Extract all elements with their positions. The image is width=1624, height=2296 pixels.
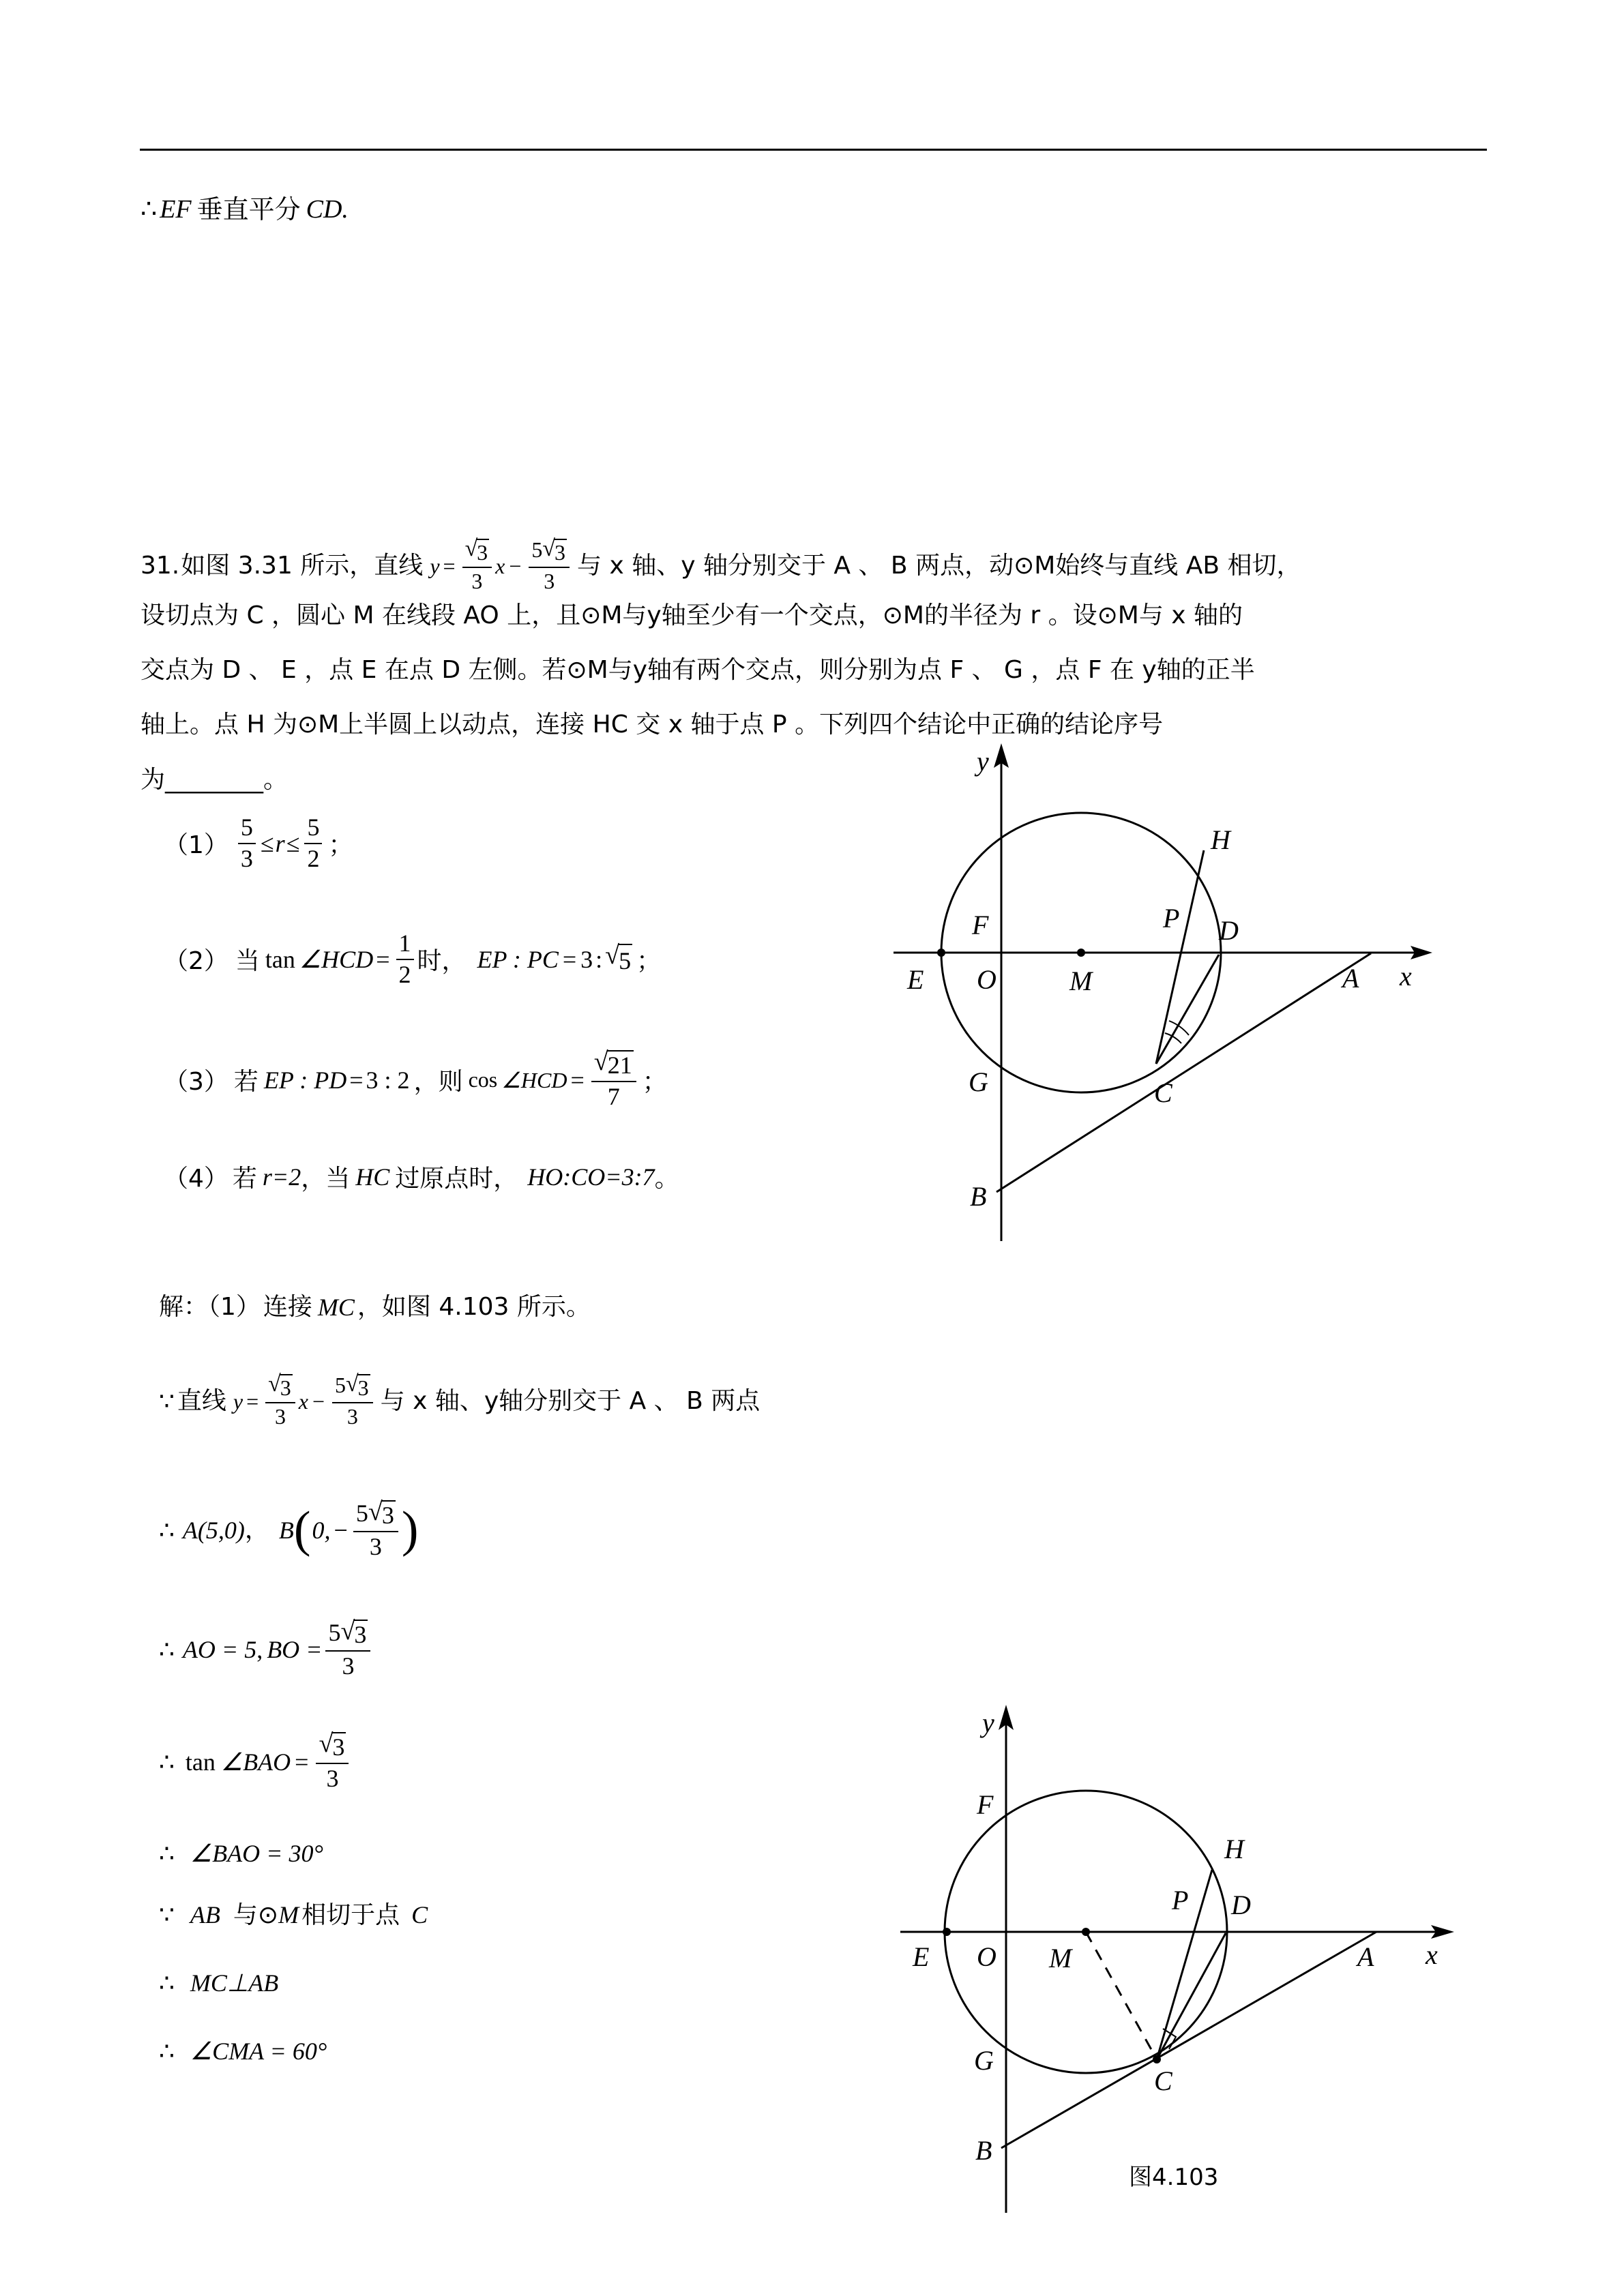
header-divider — [140, 149, 1487, 151]
solution-line-4 — [159, 1729, 352, 1792]
conclusion-3-cn-if: 若 — [233, 1068, 259, 1097]
conclusion-3-end: ； — [642, 1068, 667, 1097]
label-G: G — [974, 2045, 994, 2076]
problem-line-1 — [141, 536, 1301, 593]
equals-sign: = — [295, 1748, 309, 1776]
solution-connect-text: 连接 — [263, 1292, 312, 1321]
therefore-symbol: ∴ — [159, 1635, 175, 1663]
tangent-text-1: 与⊙ — [233, 1901, 279, 1929]
fraction-num: 5 — [307, 814, 320, 841]
conclusion-4-cn-if: 若 — [232, 1165, 257, 1193]
label-E: E — [913, 1941, 930, 1972]
mc-perp-ab: MC⊥AB — [190, 1969, 279, 1997]
problem-line-5-end: 。 — [263, 766, 289, 794]
figure-4-103-svg — [887, 1674, 1460, 2233]
conclusion-4-index: （4） — [164, 1165, 228, 1193]
conclusion-3-cn-then: ，则 — [413, 1068, 463, 1097]
solution-line-2 — [159, 1497, 419, 1560]
segment-mc-dashed — [1086, 1932, 1157, 2059]
label-M: M — [1069, 966, 1093, 996]
circle-m-label: M — [278, 1901, 299, 1928]
fraction-5sqrt3-over-3: 5 √ 3 3 — [325, 1620, 370, 1680]
label-H: H — [1224, 1834, 1244, 1864]
equals-sign: = — [349, 1066, 364, 1094]
solution-line-3 — [159, 1617, 374, 1680]
conclusion-3 — [164, 1047, 667, 1110]
point-c: C — [411, 1901, 428, 1928]
fraction-den: 3 — [326, 1764, 339, 1792]
equation-lhs: y — [233, 1388, 243, 1414]
solution-line-cn: 直线 — [177, 1386, 226, 1415]
fraction-sqrt3-over-3: √ 3 3 — [265, 1374, 295, 1428]
label-M: M — [1049, 1943, 1072, 1973]
comma: , — [256, 1635, 263, 1663]
problem-line-1-tail: 与 x 轴、y 轴分别交于 A 、 B 两点，动⊙M始终与直线 AB 相切， — [577, 551, 1301, 580]
conclusion-1-index: （1） — [164, 831, 228, 860]
relation-leq-2: ≤ — [286, 829, 300, 857]
conclusion-1-end: ； — [328, 831, 353, 860]
fraction-sqrt3-over-3: √ 3 3 — [462, 539, 492, 593]
label-A: A — [1342, 963, 1359, 994]
therefore-symbol: ∴ — [141, 195, 158, 224]
conclusion-3-index: （3） — [164, 1068, 228, 1097]
segment-ab: AB — [190, 1901, 220, 1928]
conclusion-2-index: （2） — [164, 947, 228, 976]
fraction-5sqrt3-over-3: 5 √ 3 3 — [353, 1500, 398, 1560]
problem-number: 31. — [141, 551, 180, 580]
problem-line-2: 设切点为 C ，圆心 M 在线段 AO 上，且⊙M与y轴至少有一个交点，⊙M的半径为 r 。设⊙M与 x 轴的 — [141, 601, 1243, 629]
ratio-ep-pd: EP : PD — [263, 1066, 347, 1094]
conclusion-1 — [164, 815, 353, 872]
conclusion-2-cn-then: 时， — [417, 947, 467, 976]
minus-sign: − — [312, 1388, 325, 1414]
fraction-num: 1 — [398, 929, 411, 957]
solution-line-1 — [159, 1371, 761, 1429]
label-P: P — [1163, 903, 1180, 934]
label-O: O — [977, 1941, 996, 1972]
label-B: B — [975, 2135, 992, 2166]
conclusion-4-cn-origin: 过原点时， — [395, 1165, 518, 1193]
therefore-symbol: ∴ — [159, 1840, 175, 1867]
problem-line-5 — [141, 767, 288, 792]
because-symbol: ∵ — [159, 1901, 175, 1928]
label-C: C — [1154, 1077, 1172, 1108]
point-m-dot — [1077, 949, 1085, 957]
fraction-one-half — [396, 931, 414, 988]
point-e-dot — [943, 1928, 951, 1936]
solution-equation — [233, 1371, 377, 1429]
fraction-5sqrt3-over-3: 5 √ 3 3 — [332, 1374, 373, 1428]
fraction-den: 2 — [307, 844, 320, 872]
conclusion-1-upper-bound — [304, 815, 322, 872]
ratio-ep-pc: EP : PC — [477, 945, 559, 973]
solution-line-1-tail: 与 x 轴、y轴分别交于 A 、 B 两点 — [380, 1386, 761, 1415]
conclusion-4 — [164, 1159, 679, 1194]
point-m-dot — [1082, 1928, 1090, 1936]
figure-3-31 — [887, 723, 1432, 1262]
problem-line-3: 交点为 D 、 E ，点 E 在点 D 左侧。若⊙M与y轴有两个交点，则分别为点 F 、 G ，点 F 在 y轴的正半 — [141, 656, 1255, 684]
therefore-symbol: ∴ — [159, 1516, 175, 1544]
b-x-coordinate: 0, — [312, 1516, 331, 1544]
figure-4-103 — [887, 1674, 1460, 2233]
problem-answer-blank: ________ — [165, 766, 264, 794]
label-F: F — [977, 1789, 994, 1820]
fraction-den: 3 — [240, 844, 253, 872]
angle-bao-value: ∠BAO = 30° — [190, 1840, 323, 1867]
problem-answer-label: 为 — [141, 766, 166, 794]
header-chinese-text: 垂直平分 — [196, 194, 301, 225]
conclusion-4-end: 。 — [654, 1165, 679, 1193]
label-E: E — [907, 964, 924, 995]
fraction-num: 5 — [240, 814, 253, 841]
conclusion-2-end: ； — [636, 947, 662, 976]
solution-prefix: 解：（1） — [159, 1292, 261, 1321]
equation-lhs: y — [430, 553, 440, 578]
label-y-axis: y — [977, 746, 989, 777]
point-a-coords: A(5,0) — [182, 1516, 245, 1544]
minus-sign: − — [509, 553, 522, 578]
segment-ef: EF — [160, 195, 192, 224]
solution-line-6 — [159, 1903, 428, 1928]
label-y-axis: y — [982, 1708, 994, 1738]
angle-cma-value: ∠CMA = 60° — [190, 2038, 327, 2065]
label-H: H — [1211, 824, 1230, 855]
equals-sign: = — [376, 945, 390, 973]
problem-line-4: 轴上。点 H 为⊙M上半圆上以动点，连接 HC 交 x 轴于点 P 。下列四个结论中正确的结论序号 — [141, 711, 1164, 739]
fraction-den: 2 — [398, 960, 411, 988]
radius-variable: r — [275, 829, 285, 857]
segment-hc: HC — [355, 1163, 390, 1191]
ratio-3-2: 3 : 2 — [366, 1066, 410, 1094]
fraction-den: 3 — [342, 1652, 355, 1680]
label-P: P — [1172, 1885, 1189, 1915]
solution-line-0 — [159, 1292, 591, 1320]
fraction-denominator-2: 3 — [544, 568, 555, 593]
header-statement — [141, 194, 349, 225]
label-x-axis: x — [1400, 961, 1412, 992]
equals-sign-2: = — [562, 945, 577, 973]
figure-3-31-svg — [887, 723, 1432, 1262]
fraction-den: 3 — [274, 1403, 286, 1429]
point-c-dot — [1153, 2055, 1161, 2063]
label-A: A — [1357, 1941, 1374, 1972]
solution-line-8 — [159, 2039, 327, 2063]
fraction-denominator: 3 — [471, 568, 483, 593]
cos-function: cos — [468, 1067, 498, 1092]
fraction-5sqrt3-over-3: 5 √ 3 3 — [529, 539, 570, 593]
condition-r-equals-2: r=2 — [262, 1163, 301, 1191]
label-G: G — [969, 1067, 988, 1097]
conclusion-1-lower-bound — [238, 815, 256, 872]
because-symbol: ∵ — [159, 1387, 175, 1415]
label-D: D — [1219, 915, 1239, 946]
label-D: D — [1231, 1890, 1251, 1920]
tan-function: tan — [265, 945, 295, 973]
therefore-symbol: ∴ — [159, 1748, 175, 1776]
point-b-coords: ( 0, − 5 √ 3 3 ) — [293, 1497, 419, 1560]
angle-hcd: ∠HCD — [299, 945, 374, 973]
solution-figref: ，如图 4.103 所示。 — [357, 1292, 591, 1321]
fraction-sqrt21-over-7: √ 21 7 — [591, 1050, 636, 1110]
fraction-den: 3 — [369, 1532, 382, 1560]
equals-sign-2: = — [570, 1066, 585, 1094]
conclusion-2 — [164, 931, 661, 988]
line-equation — [430, 536, 573, 593]
fraction-den: 7 — [607, 1082, 620, 1110]
label-x-axis: x — [1426, 1939, 1438, 1970]
conclusion-2-cn-when: 当 — [235, 947, 260, 976]
therefore-symbol: ∴ — [159, 1969, 175, 1997]
problem-lead-text: 如图 3.31 所示，直线 — [181, 551, 424, 580]
figure-4-103-caption: 图4.103 — [1129, 2164, 1219, 2191]
solution-line-7 — [159, 1971, 278, 1995]
point-e-dot — [937, 949, 945, 957]
angle-hcd: ∠HCD — [501, 1067, 567, 1092]
segment-bo-value: BO = — [267, 1635, 323, 1663]
equals-sign: = — [246, 1388, 259, 1414]
ratio-3-sqrt5: 3 : √ 5 — [580, 940, 632, 974]
label-B: B — [970, 1181, 987, 1212]
label-C: C — [1154, 2066, 1172, 2096]
label-F: F — [972, 910, 989, 940]
chord-dc — [1157, 1933, 1226, 2059]
line-ab — [996, 953, 1371, 1192]
label-O: O — [977, 964, 996, 995]
point-b-label: B — [278, 1516, 294, 1544]
solution-line-5 — [159, 1841, 323, 1866]
angle-bao: ∠BAO — [220, 1748, 291, 1776]
relation-leq-1: ≤ — [260, 829, 274, 857]
segment-ao-value: AO = 5 — [182, 1635, 257, 1663]
ratio-ho-co: HO:CO=3:7 — [527, 1163, 655, 1191]
conclusion-4-cn-when: ，当 — [301, 1165, 351, 1193]
fraction-den: 3 — [346, 1403, 358, 1429]
equation-variable-x: x — [298, 1388, 308, 1414]
comma: ， — [244, 1515, 269, 1544]
fraction-sqrt3-over-3: √ 3 3 — [316, 1732, 349, 1792]
equation-variable-x: x — [495, 553, 505, 578]
tangent-text-2: 相切于点 — [301, 1901, 400, 1929]
equals-sign: = — [443, 553, 456, 578]
segment-cd: CD. — [306, 195, 349, 224]
segment-mc: MC — [317, 1293, 355, 1321]
minus-sign: − — [334, 1516, 348, 1544]
tan-function: tan — [185, 1748, 216, 1776]
therefore-symbol: ∴ — [159, 2038, 175, 2065]
